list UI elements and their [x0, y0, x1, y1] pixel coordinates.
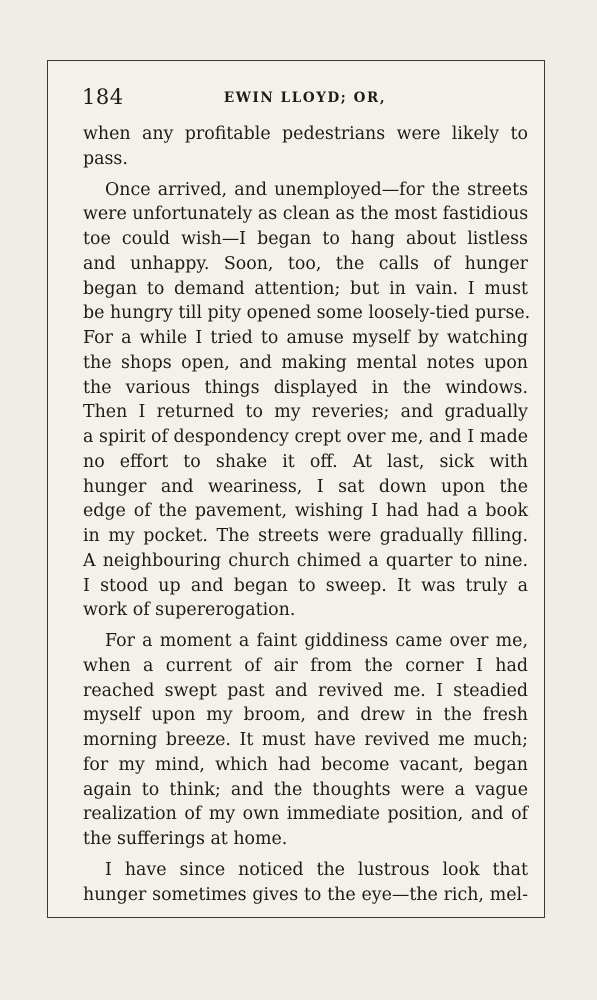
text-line: Once arrived, and unemployed—for the streets [105, 179, 528, 200]
text-line: again to think; and the thoughts were a vague [83, 779, 528, 800]
text-line: began to demand attention; but in vain. I must [83, 278, 528, 299]
text-line: For a moment a faint giddiness came over me, [105, 631, 528, 651]
text-line: realization of my own immediate position, and of [83, 804, 528, 825]
text-line: a spirit of despondency crept over me, and I made [83, 427, 528, 447]
body-text [83, 122, 531, 907]
text-line: edge of the pavement, wishing I had had a book [83, 501, 528, 522]
text-line: toe could wish—I began to hang about listless [83, 229, 528, 249]
text-line: A neighbouring church chimed a quarter to nine. [83, 550, 528, 571]
text-line: in my pocket. The streets were gradually filling. [83, 526, 528, 546]
running-title: EWIN LLOYD; OR, [223, 90, 387, 106]
text-line: morning breeze. It must have revived me much; [83, 730, 528, 750]
text-line: the sufferings at home. [83, 829, 288, 849]
text-line: For a while I tried to amuse myself by watching [83, 328, 528, 348]
text-line: were unfortunately as clean as the most fastidious [83, 204, 529, 225]
text-line: and unhappy. Soon, too, the calls of hunger [83, 253, 528, 274]
text-line: Then I returned to my reveries; and gradually [83, 402, 528, 423]
text-line: I stood up and began to sweep. It was truly a [83, 575, 528, 596]
text-line: the various things displayed in the windows. [83, 377, 528, 398]
text-line: reached swept past and revived me. I steadied [83, 680, 528, 701]
text-line: pass. [83, 148, 128, 169]
text-line: hunger sometimes gives to the eye—the rich, mel- [83, 884, 528, 905]
text-line: the shops open, and making mental notes upon [83, 352, 528, 373]
text-line: for my mind, which had become vacant, began [83, 754, 528, 775]
text-line: when a current of air from the corner I had [83, 655, 528, 676]
page-number: 184 [82, 85, 124, 109]
text-line: work of supererogation. [83, 600, 296, 621]
text-line: myself upon my broom, and drew in the fresh [83, 705, 528, 726]
text-line: when any profitable pedestrians were likely to [83, 124, 528, 144]
page-header [82, 85, 528, 115]
text-line: be hungry till pity opened some loosely-tied purse. [83, 303, 531, 324]
text-line: hunger and weariness, I sat down upon the [83, 476, 528, 497]
text-line: no effort to shake it off. At last, sick with [83, 451, 528, 472]
text-line: I have since noticed the lustrous look that [105, 859, 528, 880]
